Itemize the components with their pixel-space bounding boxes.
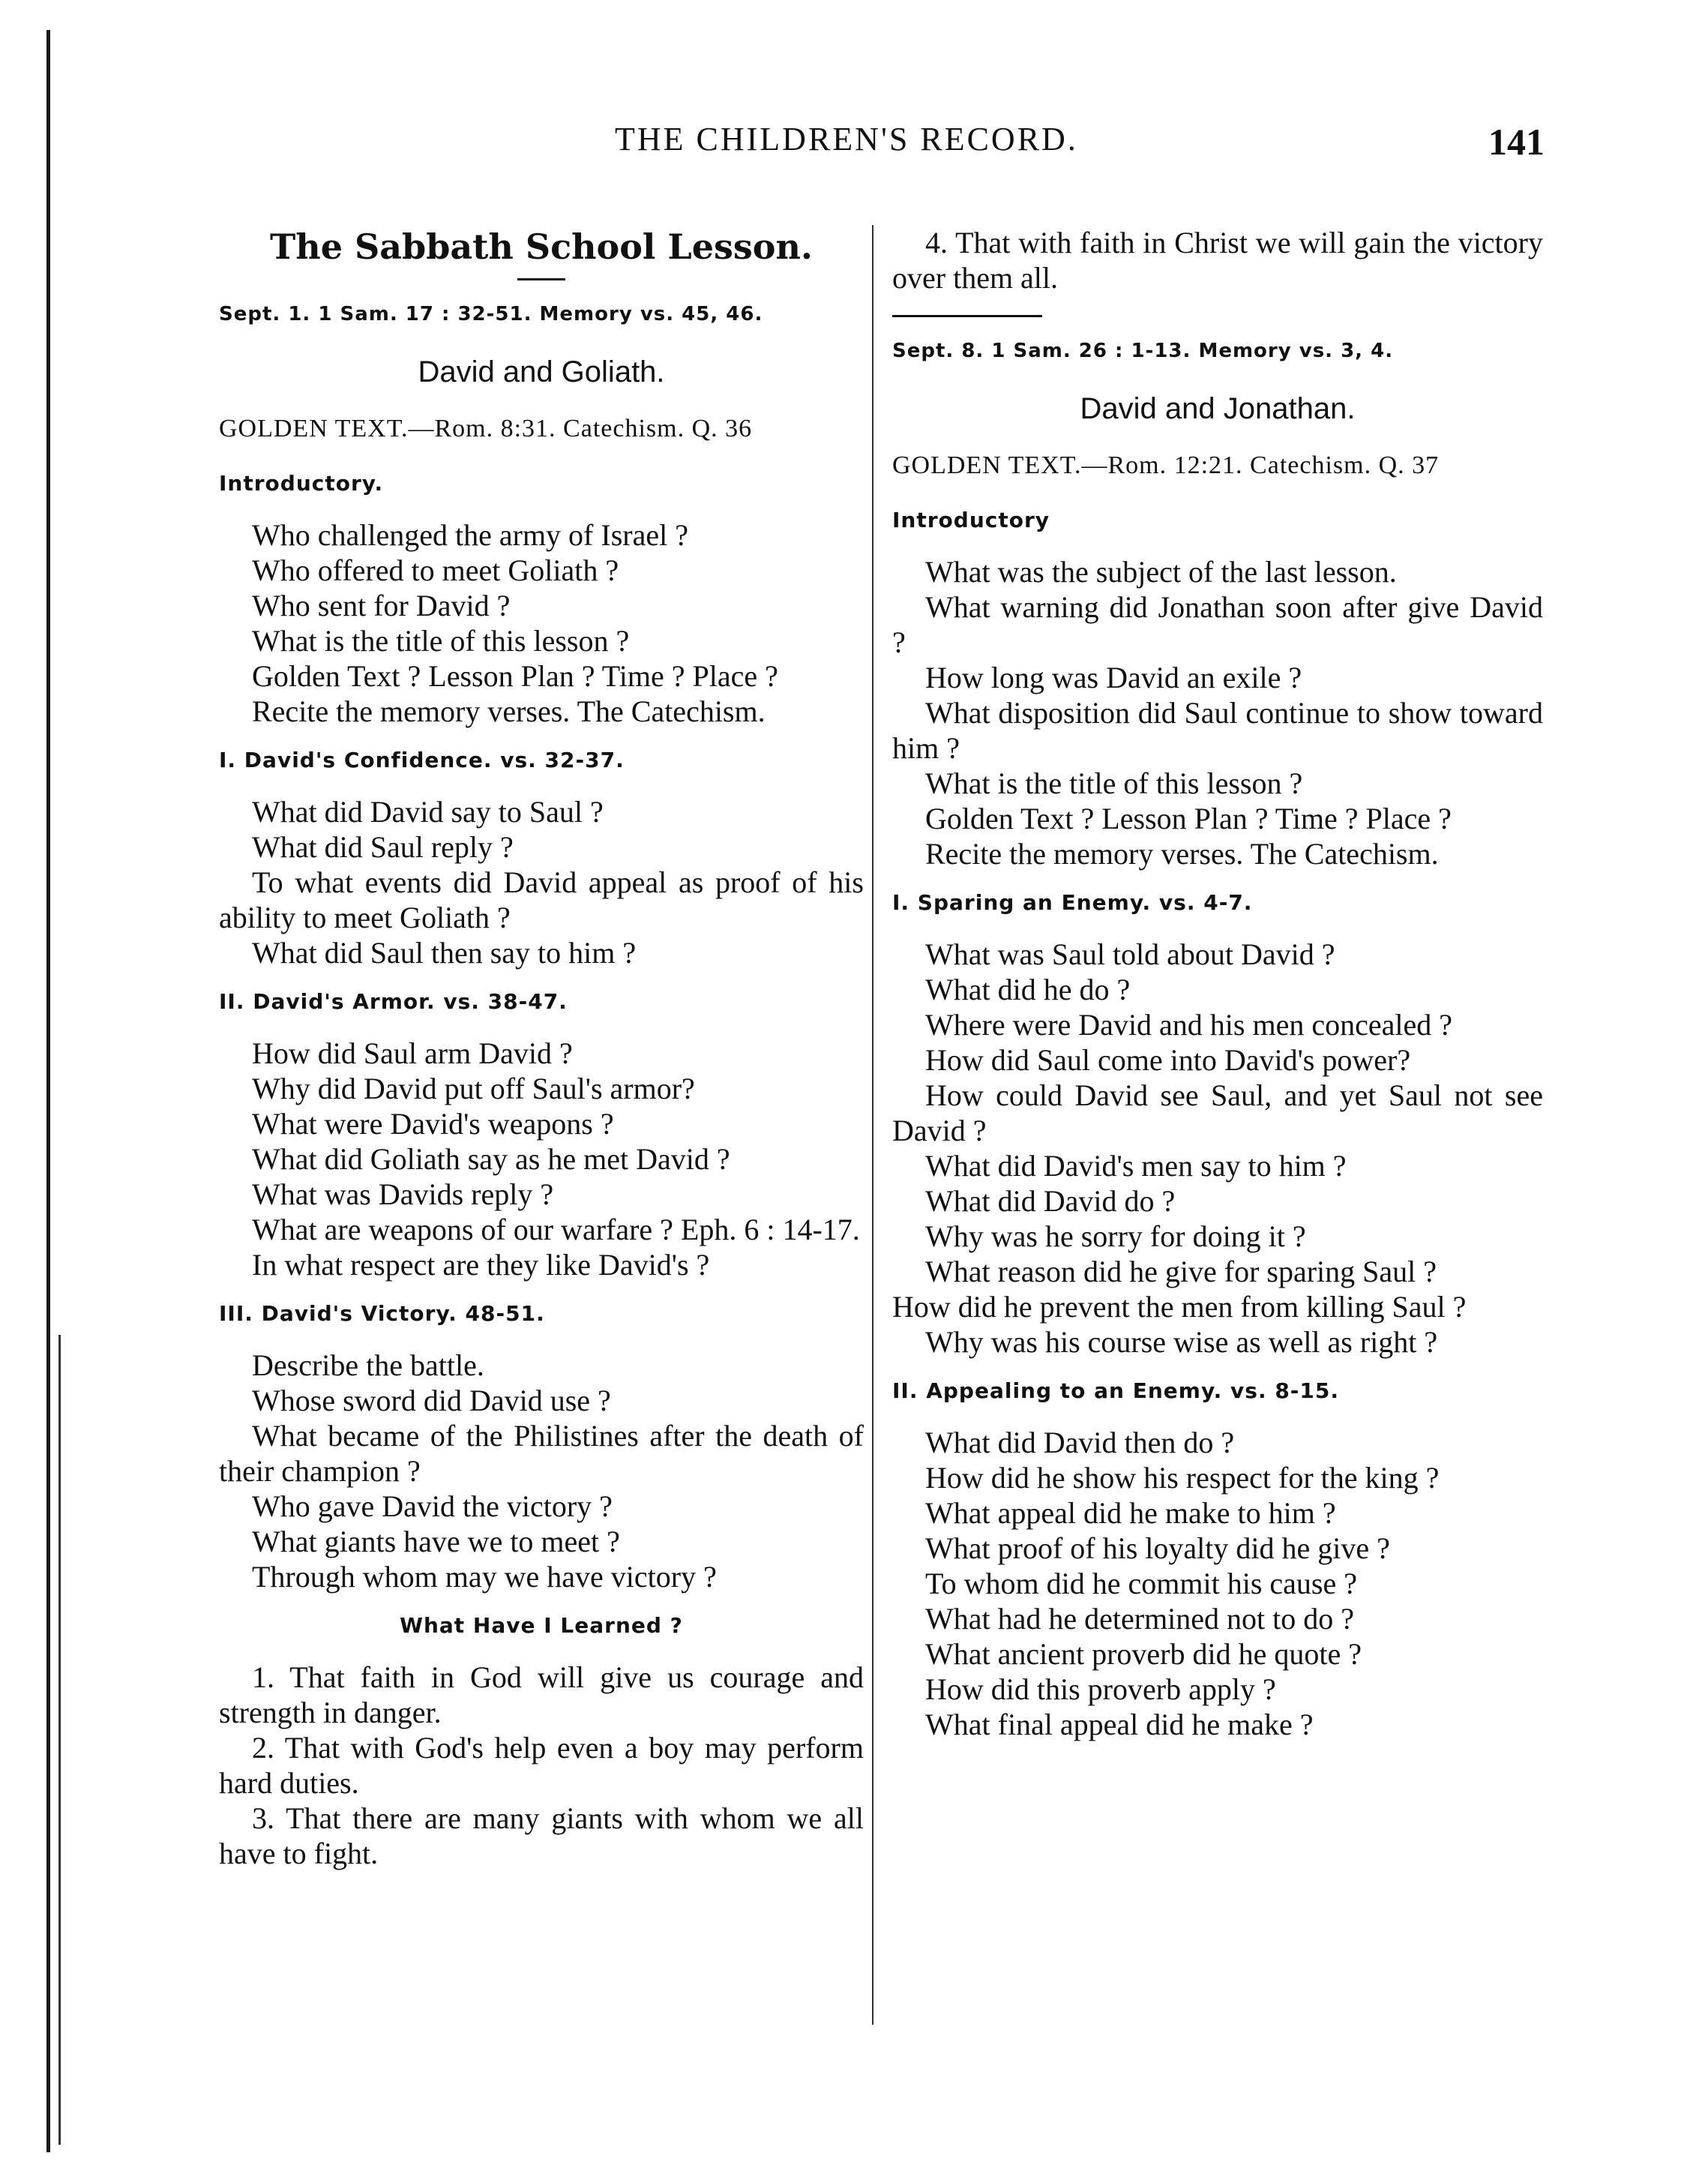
question: How did Saul come into David's power?	[925, 1043, 1411, 1077]
introductory-heading: Introductory.	[219, 471, 384, 496]
question: What had he determined not to do ?	[925, 1602, 1355, 1636]
question: What did David do ?	[925, 1184, 1176, 1218]
question: Recite the memory verses. The Catechism.	[252, 694, 766, 728]
question: How did he show his respect for the king ?	[925, 1461, 1440, 1495]
question: Who offered to meet Goliath ?	[252, 553, 619, 587]
question: Golden Text ? Lesson Plan ? Time ? Place ?	[925, 802, 1452, 835]
question: What became of the Philistines after the death of their champion ?	[219, 1419, 864, 1488]
right-column	[892, 225, 1543, 1742]
question: How long was David an exile ?	[925, 661, 1302, 694]
title-rule	[517, 278, 565, 280]
page-number: 141	[1488, 121, 1545, 163]
question: What was the subject of the last lesson.	[925, 555, 1397, 589]
question: What ancient proverb did he quote ?	[925, 1637, 1362, 1671]
question: How could David see Saul, and yet Saul not see David ?	[892, 1078, 1543, 1147]
left-column	[219, 225, 864, 1871]
section-heading-confidence: I. David's Confidence. vs. 32-37.	[219, 748, 625, 772]
lesson-reference: Sept. 1. 1 Sam. 17 : 32-51. Memory vs. 45, 46.	[219, 303, 763, 325]
learned-item: 3. That there are many giants with whom we all have to fight.	[219, 1801, 864, 1870]
question: Why did David put off Saul's armor?	[252, 1072, 695, 1105]
section-title: The Sabbath School Lesson.	[270, 226, 813, 267]
golden-text: GOLDEN TEXT.—Rom. 12:21. Catechism. Q. 37	[892, 451, 1440, 479]
question: What final appeal did he make ?	[925, 1708, 1314, 1741]
introductory-heading: Introductory	[892, 508, 1050, 532]
question: What warning did Jonathan soon after give David ?	[892, 590, 1543, 659]
question: Golden Text ? Lesson Plan ? Time ? Place ?	[252, 659, 778, 693]
question: What disposition did Saul continue to show toward him ?	[892, 696, 1543, 765]
running-header	[615, 120, 1545, 163]
section-heading-armor: II. David's Armor. vs. 38-47.	[219, 989, 568, 1014]
question: What are weapons of our warfare ? Eph. 6 : 14-17.	[252, 1213, 860, 1246]
golden-text: GOLDEN TEXT.—Rom. 8:31. Catechism. Q. 36	[219, 415, 753, 442]
question: To whom did he commit his cause ?	[925, 1567, 1357, 1600]
lesson-title: David and Jonathan.	[1080, 392, 1356, 425]
column-rule	[872, 225, 873, 2025]
question: How did this proverb apply ?	[925, 1672, 1276, 1706]
question: Through whom may we have victory ?	[252, 1560, 717, 1594]
question: Where were David and his men concealed ?	[925, 1008, 1452, 1042]
lesson-separator	[892, 315, 1042, 317]
question: Why was he sorry for doing it ?	[925, 1219, 1306, 1253]
learned-item: 2. That with God's help even a boy may perform hard duties.	[219, 1731, 864, 1800]
question: Who sent for David ?	[252, 589, 511, 622]
question: Recite the memory verses. The Catechism.	[925, 837, 1439, 871]
question: What reason did he give for sparing Saul ?	[925, 1255, 1437, 1288]
section-heading-victory: III. David's Victory. 48-51.	[219, 1301, 545, 1326]
question: What were David's weapons ?	[252, 1107, 614, 1141]
question: What giants have we to meet ?	[252, 1525, 620, 1558]
question: What did Saul then say to him ?	[252, 936, 637, 970]
question: How did Saul arm David ?	[252, 1036, 573, 1070]
question: What is the title of this lesson ?	[252, 624, 630, 658]
question: Whose sword did David use ?	[252, 1384, 611, 1417]
question: What was Saul told about David ?	[925, 937, 1335, 971]
question: What did David then do ?	[925, 1426, 1235, 1459]
question: What did Saul reply ?	[252, 830, 514, 864]
lesson-reference: Sept. 8. 1 Sam. 26 : 1-13. Memory vs. 3, 4.	[892, 340, 1394, 362]
question: What did he do ?	[925, 973, 1131, 1006]
question: Who challenged the army of Israel ?	[252, 518, 688, 552]
question: Describe the battle.	[252, 1348, 484, 1382]
learned-item: 4. That with faith in Christ we will gain the victory over them all.	[892, 226, 1543, 295]
question: Who gave David the victory ?	[252, 1489, 613, 1523]
header-title: THE CHILDREN'S RECORD.	[615, 121, 1078, 157]
lesson-title: David and Goliath.	[418, 355, 665, 388]
question: How did he prevent the men from killing Saul ?	[892, 1290, 1467, 1324]
section-heading-sparing: I. Sparing an Enemy. vs. 4-7.	[892, 890, 1253, 915]
binding-edge-inner	[58, 1335, 61, 2145]
question: What appeal did he make to him ?	[925, 1496, 1336, 1530]
section-heading-appealing: II. Appealing to an Enemy. vs. 8-15.	[892, 1378, 1340, 1403]
learned-item: 1. That faith in God will give us courage and strength in danger.	[219, 1660, 864, 1729]
question: In what respect are they like David's ?	[252, 1248, 710, 1282]
learned-heading: What Have I Learned ?	[400, 1613, 683, 1638]
question: Why was his course wise as well as right ?	[925, 1325, 1438, 1359]
binding-edge	[46, 30, 50, 2152]
question: What did David say to Saul ?	[252, 795, 604, 829]
question: What did David's men say to him ?	[925, 1149, 1347, 1183]
question: What was Davids reply ?	[252, 1177, 554, 1211]
question: What did Goliath say as he met David ?	[252, 1142, 730, 1176]
question: To what events did David appeal as proof of his ability to meet Goliath ?	[219, 865, 864, 934]
question: What proof of his loyalty did he give ?	[925, 1531, 1390, 1565]
question: What is the title of this lesson ?	[925, 766, 1303, 800]
